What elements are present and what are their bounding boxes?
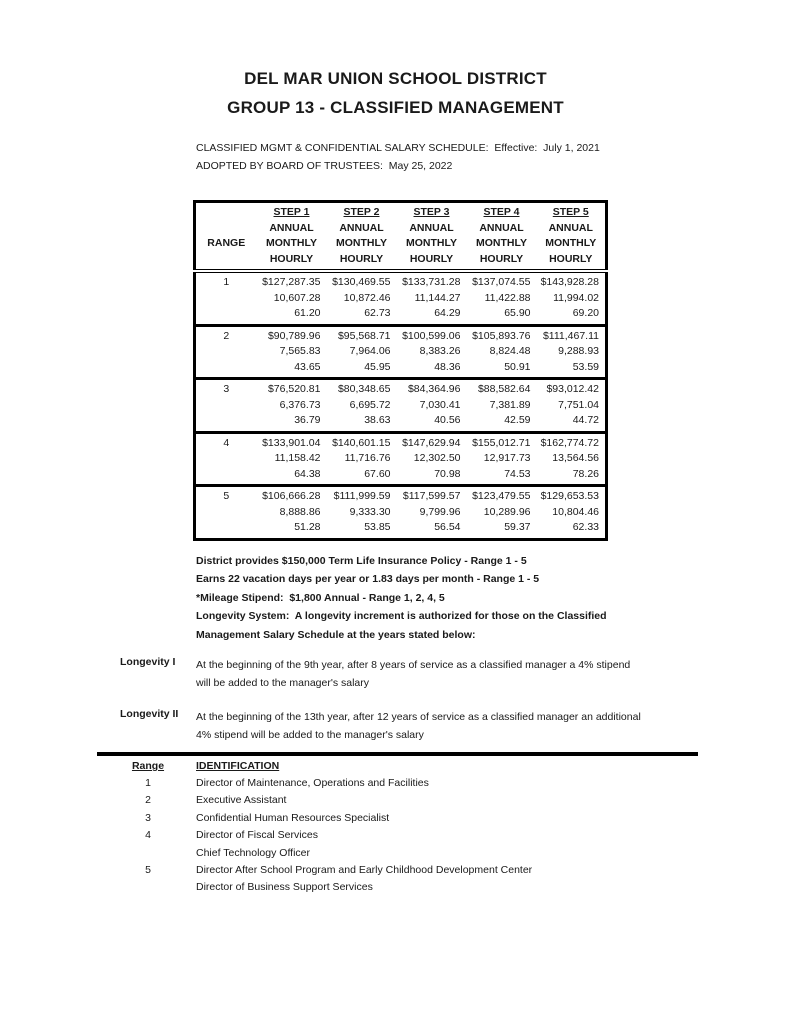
- hourly-value-cell: 56.54: [434, 521, 461, 533]
- hourly-value-cell: 59.37: [504, 521, 531, 533]
- monthly-row: [195, 398, 607, 414]
- monthly-value-cell: 9,333.30: [349, 505, 391, 518]
- annual-value-cell: $111,467.11: [542, 329, 599, 342]
- monthly-value-cell: 8,888.86: [279, 505, 321, 518]
- row-label-annual: ANNUAL: [409, 221, 454, 234]
- identification-range-number: 2: [145, 794, 151, 807]
- annual-row: [195, 379, 607, 398]
- monthly-value-cell: 7,565.83: [279, 345, 321, 357]
- annual-value-cell: $133,901.04: [262, 436, 321, 449]
- subtitle-line-2: ADOPTED BY BOARD OF TRUSTEES: May 25, 2022: [196, 159, 453, 172]
- longevity-1-label: Longevity I: [120, 656, 176, 668]
- hourly-value-cell: 53.59: [572, 360, 599, 373]
- hourly-value-cell: 65.90: [504, 307, 531, 319]
- identification-range-number: 4: [145, 829, 151, 842]
- hourly-value-cell: 62.33: [572, 521, 599, 533]
- identification-job-title: Confidential Human Resources Specialist: [196, 811, 390, 824]
- hourly-row: [195, 306, 607, 325]
- identification-row: [0, 794, 791, 811]
- row-label-monthly: MONTHLY: [266, 237, 317, 249]
- hourly-value-cell: 53.85: [364, 521, 391, 533]
- range-number-cell-empty: [195, 398, 257, 414]
- monthly-value-cell: 12,302.50: [413, 452, 461, 464]
- monthly-row: [195, 291, 607, 307]
- monthly-row: [195, 451, 607, 467]
- note-line: Management Salary Schedule at the years stated below:: [196, 628, 476, 641]
- range-number-cell-empty: [195, 413, 257, 432]
- monthly-value-cell: 10,289.96: [483, 505, 531, 518]
- annual-value-cell: $100,599.06: [402, 329, 461, 342]
- identification-job-title: Director of Maintenance, Operations and Facilities: [196, 777, 429, 789]
- notes-section: [196, 552, 607, 644]
- annual-value-cell: $117,599.57: [402, 490, 461, 502]
- row-label-hourly: HOURLY: [479, 252, 524, 265]
- range-number-cell-empty: [195, 344, 257, 360]
- row-label-annual: ANNUAL: [269, 221, 314, 234]
- identification-row: [0, 881, 791, 898]
- range-number-cell-empty: [195, 451, 257, 467]
- monthly-value-cell: 8,824.48: [489, 345, 531, 357]
- hourly-row: [195, 360, 607, 379]
- hourly-value-cell: 69.20: [572, 307, 599, 319]
- longevity-2-label: Longevity II: [120, 708, 179, 720]
- annual-value-cell: $123,479.55: [472, 490, 531, 502]
- monthly-value-cell: 8,383.26: [419, 345, 461, 357]
- range-number-cell: 2: [223, 329, 230, 342]
- longevity-2-text-line-2: 4% stipend will be added to the manager's salary: [196, 729, 424, 741]
- range-number-cell: 4: [223, 436, 230, 449]
- range-number-cell: 5: [223, 490, 230, 502]
- note-line: Longevity System: A longevity increment is authorized for those on the Classified: [196, 610, 607, 623]
- column-header-range: [195, 202, 257, 272]
- annual-value-cell: $88,582.64: [477, 383, 531, 395]
- column-header-step-3: [397, 202, 467, 272]
- monthly-value-cell: 10,607.28: [273, 291, 321, 304]
- step-5-label: STEP 5: [552, 206, 589, 218]
- annual-value-cell: $90,789.96: [267, 329, 321, 342]
- annual-value-cell: $147,629.94: [402, 436, 461, 449]
- row-label-monthly: MONTHLY: [545, 237, 597, 249]
- identification-row: [0, 847, 791, 864]
- annual-value-cell: $162,774.72: [540, 436, 599, 449]
- hourly-value-cell: 51.28: [294, 521, 321, 533]
- annual-value-cell: $155,012.71: [472, 436, 531, 449]
- salary-range-group: [195, 271, 607, 325]
- header-row: [195, 202, 607, 272]
- salary-range-group: [195, 486, 607, 540]
- monthly-value-cell: 12,917.73: [483, 452, 531, 464]
- range-number-cell-empty: [195, 291, 257, 307]
- range-number-cell-empty: [195, 505, 257, 521]
- column-header-step-1: [257, 202, 327, 272]
- annual-value-cell: $105,893.76: [472, 329, 531, 342]
- annual-row: [195, 432, 607, 451]
- document-title: [0, 64, 791, 122]
- step-2-label: STEP 2: [343, 206, 380, 218]
- hourly-value-cell: 78.26: [572, 467, 599, 480]
- annual-value-cell: $140,601.15: [332, 436, 391, 449]
- range-header-label: RANGE: [207, 237, 246, 249]
- identification-range-number: 3: [145, 811, 151, 824]
- note-line: *Mileage Stipend: $1,800 Annual - Range 1, 2, 4, 5: [196, 591, 445, 604]
- range-number-cell-empty: [195, 467, 257, 486]
- monthly-value-cell: 6,695.72: [349, 398, 391, 411]
- hourly-row: [195, 413, 607, 432]
- identification-row: [0, 777, 791, 794]
- annual-value-cell: $137,074.55: [472, 276, 531, 288]
- column-header-step-2: [327, 202, 397, 272]
- monthly-row: [195, 344, 607, 360]
- annual-value-cell: $111,999.59: [333, 490, 391, 502]
- identification-job-title: Executive Assistant: [196, 794, 287, 807]
- range-number-cell-empty: [195, 306, 257, 325]
- annual-value-cell: $130,469.55: [332, 276, 391, 288]
- hourly-value-cell: 36.79: [294, 414, 321, 426]
- hourly-value-cell: 70.98: [434, 467, 461, 480]
- salary-range-group: [195, 432, 607, 486]
- identification-section: [0, 760, 791, 899]
- monthly-value-cell: 11,716.76: [344, 452, 391, 464]
- monthly-value-cell: 7,751.04: [558, 398, 599, 411]
- monthly-value-cell: 10,804.46: [552, 505, 599, 518]
- monthly-value-cell: 7,381.89: [489, 398, 531, 411]
- column-header-step-5: [537, 202, 607, 272]
- annual-value-cell: $84,364.96: [407, 383, 461, 395]
- annual-row: [195, 486, 607, 505]
- monthly-row: [195, 505, 607, 521]
- row-label-annual: ANNUAL: [339, 221, 384, 234]
- title-line-2: GROUP 13 - CLASSIFIED MANAGEMENT: [227, 98, 564, 117]
- identification-row: [0, 864, 791, 881]
- longevity-2-text-line-1: At the beginning of the 13th year, after 12 years of service as a classified manager an additional: [196, 711, 641, 723]
- hourly-value-cell: 64.38: [294, 467, 321, 480]
- hourly-value-cell: 40.56: [434, 414, 461, 426]
- row-label-hourly: HOURLY: [339, 252, 384, 265]
- range-number-cell: 1: [223, 276, 230, 288]
- hourly-value-cell: 50.91: [504, 360, 531, 373]
- hourly-value-cell: 62.73: [364, 307, 391, 319]
- hourly-value-cell: 42.59: [504, 414, 531, 426]
- row-label-hourly: HOURLY: [549, 252, 593, 265]
- document-subtitle: [196, 140, 600, 175]
- identification-title-header: IDENTIFICATION: [196, 760, 280, 772]
- identification-row: [0, 829, 791, 846]
- monthly-value-cell: 11,422.88: [484, 291, 531, 304]
- row-label-monthly: MONTHLY: [406, 237, 457, 249]
- range-number-cell-empty: [195, 360, 257, 379]
- annual-value-cell: $106,666.28: [262, 490, 321, 502]
- longevity-1-text-line-2: will be added to the manager's salary: [196, 677, 370, 689]
- annual-value-cell: $143,928.28: [540, 276, 599, 288]
- annual-value-cell: $76,520.81: [267, 383, 321, 395]
- monthly-value-cell: 9,288.93: [558, 345, 599, 357]
- monthly-value-cell: 7,964.06: [349, 345, 391, 357]
- monthly-value-cell: 11,994.02: [553, 291, 599, 304]
- monthly-value-cell: 7,030.41: [419, 398, 461, 411]
- range-number-cell-empty: [195, 520, 257, 539]
- salary-table: [193, 200, 608, 541]
- hourly-value-cell: 44.72: [572, 414, 599, 426]
- row-label-hourly: HOURLY: [409, 252, 454, 265]
- hourly-value-cell: 38.63: [364, 414, 391, 426]
- identification-job-title: Director of Fiscal Services: [196, 829, 318, 842]
- annual-value-cell: $80,348.65: [337, 383, 391, 395]
- hourly-value-cell: 45.95: [364, 360, 391, 373]
- annual-row: [195, 271, 607, 291]
- longevity-1-text-line-1: At the beginning of the 9th year, after 8 years of service as a classified manager a 4% stipend: [196, 659, 631, 671]
- hourly-row: [195, 520, 607, 539]
- annual-value-cell: $133,731.28: [402, 276, 461, 288]
- monthly-value-cell: 10,872.46: [343, 291, 391, 304]
- row-label-annual: ANNUAL: [479, 221, 524, 234]
- step-3-label: STEP 3: [413, 206, 450, 218]
- identification-header-row: [0, 760, 791, 777]
- subtitle-line-1: CLASSIFIED MGMT & CONFIDENTIAL SALARY SCHEDULE: Effective: July 1, 2021: [196, 142, 600, 154]
- identification-row: [0, 812, 791, 829]
- hourly-value-cell: 74.53: [504, 467, 531, 480]
- salary-range-group: [195, 325, 607, 379]
- hourly-value-cell: 67.60: [364, 467, 391, 480]
- annual-value-cell: $127,287.35: [262, 276, 321, 288]
- step-1-label: STEP 1: [273, 206, 310, 218]
- step-4-label: STEP 4: [483, 206, 520, 218]
- hourly-value-cell: 64.29: [434, 307, 461, 319]
- salary-range-group: [195, 379, 607, 433]
- monthly-value-cell: 13,564.56: [552, 452, 599, 464]
- row-label-hourly: HOURLY: [269, 252, 314, 265]
- hourly-value-cell: 61.20: [294, 307, 321, 319]
- hourly-row: [195, 467, 607, 486]
- annual-value-cell: $95,568.71: [337, 329, 391, 342]
- annual-row: [195, 325, 607, 344]
- note-line: Earns 22 vacation days per year or 1.83 days per month - Range 1 - 5: [196, 573, 540, 586]
- monthly-value-cell: 6,376.73: [279, 398, 321, 411]
- range-number-cell: 3: [223, 383, 230, 395]
- identification-range-number: 1: [145, 777, 151, 789]
- identification-job-title: Director After School Program and Early Childhood Development Center: [196, 863, 533, 876]
- monthly-value-cell: 11,144.27: [414, 291, 461, 304]
- row-label-monthly: MONTHLY: [476, 237, 527, 249]
- note-line: District provides $150,000 Term Life Insurance Policy - Range 1 - 5: [196, 555, 527, 567]
- hourly-value-cell: 43.65: [294, 360, 321, 373]
- section-divider-rule: [97, 752, 698, 756]
- salary-table-header: [195, 202, 607, 272]
- identification-job-title: Chief Technology Officer: [196, 846, 311, 859]
- row-label-annual: ANNUAL: [548, 221, 593, 234]
- monthly-value-cell: 9,799.96: [419, 505, 461, 518]
- identification-range-header: Range: [131, 760, 165, 772]
- column-header-step-4: [467, 202, 537, 272]
- title-line-1: DEL MAR UNION SCHOOL DISTRICT: [244, 69, 547, 88]
- annual-value-cell: $93,012.42: [546, 383, 599, 395]
- annual-value-cell: $129,653.53: [540, 490, 599, 502]
- row-label-monthly: MONTHLY: [336, 237, 387, 249]
- identification-job-title: Director of Business Support Services: [196, 881, 373, 894]
- monthly-value-cell: 11,158.42: [274, 452, 321, 464]
- hourly-value-cell: 48.36: [434, 360, 461, 373]
- identification-range-number: 5: [145, 863, 151, 876]
